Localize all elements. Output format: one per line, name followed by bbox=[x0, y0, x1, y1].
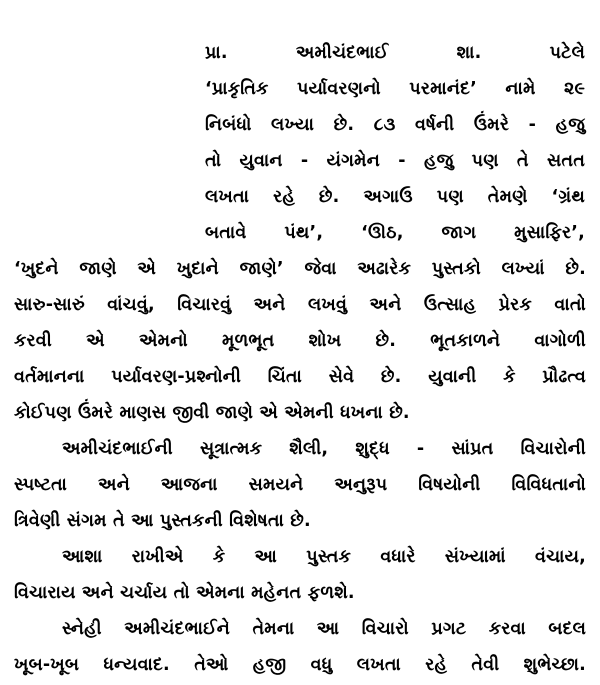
text-line: સ્નેહી અમીચંદભાઈને તેમના આ વિચારો પ્રગટ કરવા બદલ bbox=[62, 619, 586, 639]
text-line: વર્તમાનના પર્યાવરણ-પ્રશ્નોની ચિંતા સેવે છે. યુવાની કે પ્રૌઢત્વ bbox=[14, 367, 586, 387]
text-line: સારુ-સારું વાંચવું, વિચારવું અને લખવું અને ઉત્સાહ પ્રેરક વાતો bbox=[14, 295, 586, 315]
text-line: નિબંધો લખ્યા છે. ૮૩ વર્ષની ઉંમરે - હજુ bbox=[205, 115, 585, 135]
text-line: તો યુવાન - યંગમેન - હજુ પણ તે સતત bbox=[205, 151, 585, 171]
text-line: ત્રિવેણી સંગમ તે આ પુસ્તકની વિશેષતા છે. bbox=[14, 511, 311, 531]
text-line: આશા રાખીએ કે આ પુસ્તક વધારે સંખ્યામાં વંચાય, bbox=[62, 547, 586, 567]
text-line: વિચારાય અને ચર્ચાય તો એમના મહેનત ફળશે. bbox=[14, 583, 355, 603]
text-line: બતાવે પંથ’, ‘ઊઠ, જાગ મુસાફિર’, bbox=[205, 223, 585, 243]
text-line: લખતા રહે છે. અગાઉ પણ તેમણે ‘ગ્રંથ bbox=[205, 187, 585, 207]
text-line: પ્રા. અમીચંદભાઈ શા. પટેલે bbox=[205, 43, 585, 63]
text-line: ‘પ્રાકૃતિક પર્યાવરણનો પરમાનંદ’ નામે ૨૯ bbox=[205, 79, 585, 99]
text-line: સ્પષ્ટતા અને આજના સમયને અનુરૂપ વિષયોની વિવિધતાનો bbox=[14, 475, 586, 495]
text-line: ખૂબ-ખૂબ ધન્યવાદ. તેઓ હજી વધુ લખતા રહે તેવી શુભેચ્છા. bbox=[14, 655, 586, 675]
text-line: કોઈપણ ઉંમરે માણસ જીવી જાણે એ એમની ધખના છે. bbox=[14, 403, 410, 423]
text-line: ‘ખુદને જાણે એ ખુદાને જાણે’ જેવા અઢારેક પુસ્તકો લખ્યાં છે. bbox=[14, 259, 586, 279]
text-line: અમીચંદભાઈની સૂત્રાત્મક શૈલી, શુદ્ધ - સાંપ્રત વિચારોની bbox=[62, 439, 586, 459]
text-line: કરવી એ એમનો મૂળભૂત શોખ છે. ભૂતકાળને વાગોળી bbox=[14, 331, 586, 351]
